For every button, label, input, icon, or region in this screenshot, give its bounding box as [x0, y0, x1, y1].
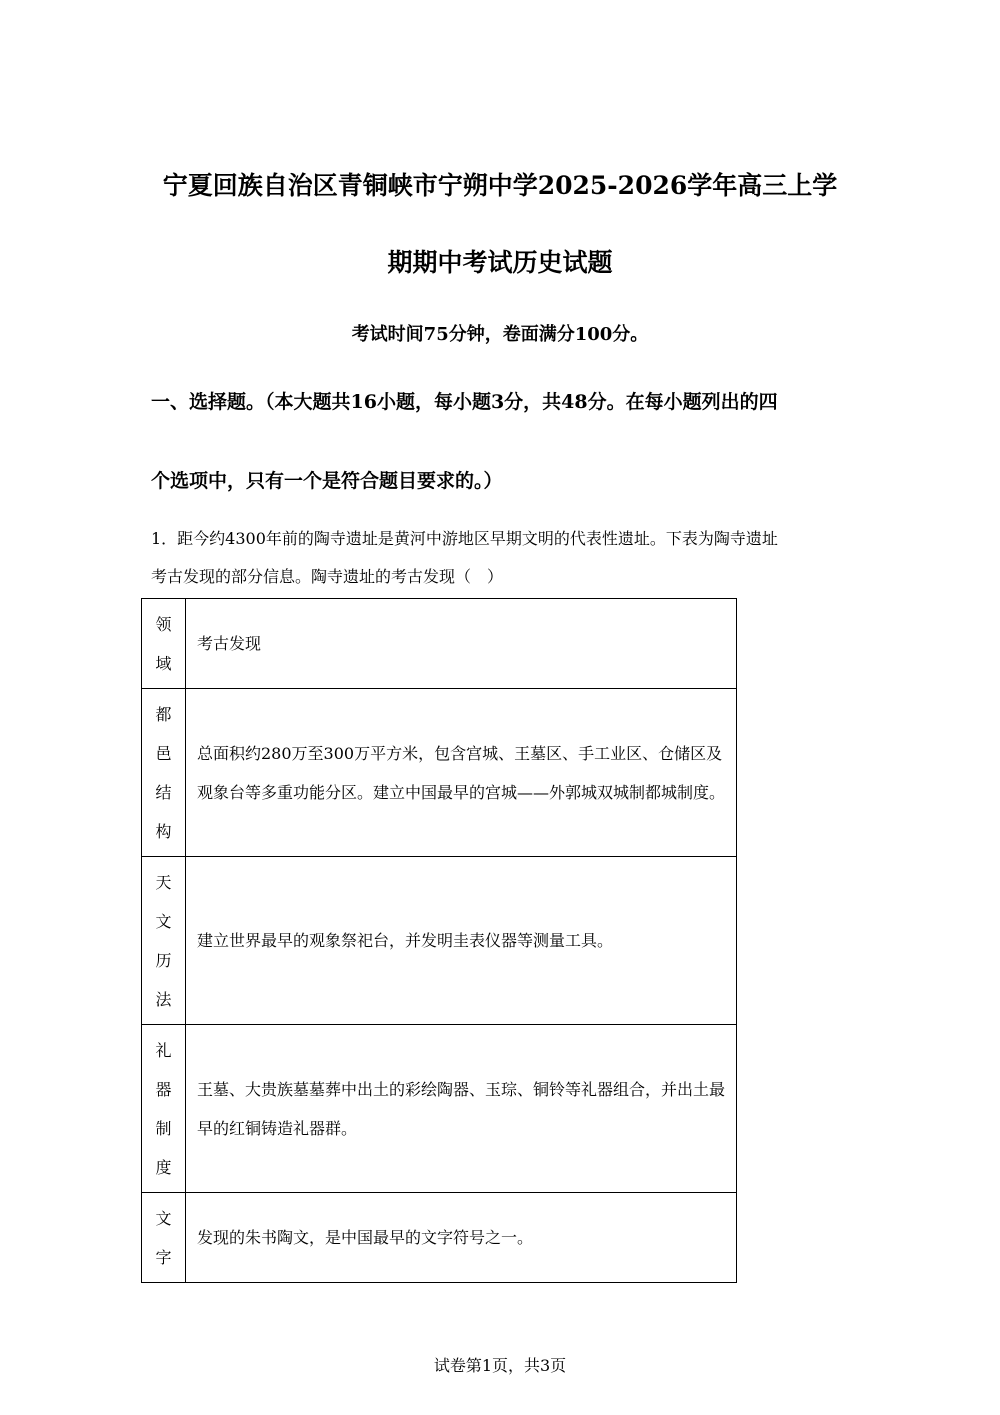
question-1-stem	[151, 520, 851, 596]
domain-char: 领	[155, 614, 172, 634]
question-1-line-1: 1．距今约4300年前的陶寺遗址是黄河中游地区早期文明的代表性遗址。下表为陶寺遗址	[151, 529, 778, 548]
table-header-row	[142, 599, 737, 689]
domain-cell	[142, 1193, 186, 1283]
table-row	[142, 857, 737, 1025]
domain-char: 域	[155, 653, 172, 673]
domain-char: 度	[155, 1157, 172, 1177]
domain-char: 文	[155, 911, 172, 931]
finding-cell: 发现的朱书陶文，是中国最早的文字符号之一。	[186, 1193, 737, 1283]
domain-char: 结	[155, 782, 172, 802]
domain-char: 邑	[155, 743, 172, 763]
header-domain-cell	[142, 599, 186, 689]
finding-cell: 建立世界最早的观象祭祀台，并发明圭表仪器等测量工具。	[186, 857, 737, 1025]
domain-char: 法	[155, 989, 172, 1009]
finding-cell: 王墓、大贵族墓墓葬中出土的彩绘陶器、玉琮、铜铃等礼器组合，并出土最早的红铜铸造礼器群。	[186, 1025, 737, 1193]
domain-cell	[142, 689, 186, 857]
finding-cell: 总面积约280万至300万平方米，包含宫城、王墓区、手工业区、仓储区及观象台等多重功能分区。建立中国最早的宫城——外郭城双城制都城制度。	[186, 689, 737, 857]
table-row	[142, 1025, 737, 1193]
domain-char: 构	[155, 821, 172, 841]
archaeology-table	[141, 598, 737, 1283]
domain-char: 都	[155, 704, 172, 724]
domain-char: 天	[155, 872, 172, 892]
page-footer: 试卷第1页，共3页	[433, 1356, 567, 1375]
exam-title-line-2: 期期中考试历史试题	[387, 248, 613, 277]
domain-char: 文	[155, 1208, 172, 1228]
exam-title-line-1: 宁夏回族自治区青铜峡市宁朔中学2025-2026学年高三上学	[162, 171, 838, 200]
domain-cell	[142, 857, 186, 1025]
domain-char: 器	[155, 1079, 172, 1099]
table-row	[142, 689, 737, 857]
domain-char: 制	[155, 1118, 172, 1138]
domain-char: 历	[155, 950, 172, 970]
exam-info: 考试时间75分钟，卷面满分100分。	[351, 324, 649, 345]
domain-char: 字	[155, 1247, 172, 1267]
section-heading-line-2: 个选项中，只有一个是符合题目要求的。）	[151, 470, 503, 492]
header-finding-cell: 考古发现	[186, 599, 737, 689]
domain-cell	[142, 1025, 186, 1193]
domain-char: 礼	[155, 1040, 172, 1060]
question-1-line-2: 考古发现的部分信息。陶寺遗址的考古发现（ ）	[151, 567, 504, 586]
section-heading-line-1: 一、选择题。（本大题共16小题，每小题3分，共48分。在每小题列出的四	[151, 391, 778, 413]
table-row	[142, 1193, 737, 1283]
